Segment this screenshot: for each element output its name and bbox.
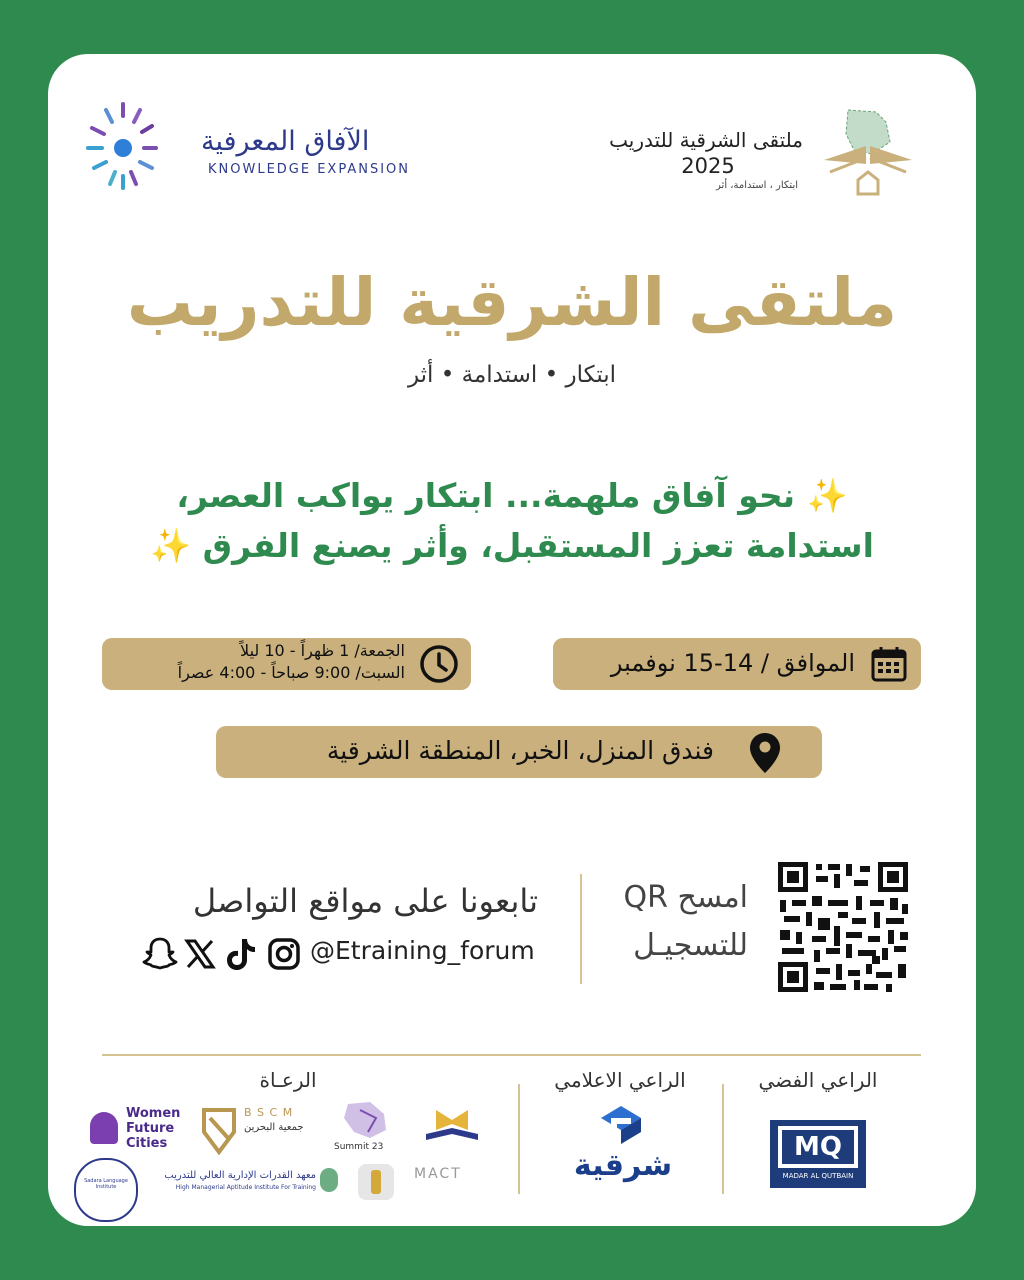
time-friday: الجمعة/ 1 ظهراً - 10 ليلاً [240, 641, 405, 660]
social-handle[interactable]: @Etraining_forum [310, 936, 535, 965]
media-sponsor-heading: الراعي الاعلامي [554, 1068, 686, 1092]
forum-logo-tagline: ابتكار ، استدامة، أثر [716, 180, 798, 191]
sponsor-separator [722, 1084, 724, 1194]
madar-al-qutbain-logo: MQ MADAR AL QUTBAIN [770, 1120, 866, 1188]
qr-scan-label: امسح QR [623, 880, 748, 915]
qr-register-label: للتسجيـل [633, 928, 748, 963]
sparkle-icon: ✨ [150, 526, 192, 565]
summit-text: Summit 23 [334, 1142, 384, 1152]
noor-institute-logo-icon [422, 1104, 482, 1144]
mact-text: MACT [414, 1166, 462, 1182]
location-pill [216, 726, 822, 778]
main-title: ملتقى الشرقية للتدريب [126, 264, 898, 341]
sponsor-separator [518, 1084, 520, 1194]
tiktok-icon[interactable] [224, 936, 258, 972]
snapchat-icon[interactable] [142, 935, 178, 971]
location-pin-icon [748, 731, 782, 775]
summit-logo [330, 1100, 400, 1158]
wfc-line-1: Women [126, 1106, 181, 1121]
sharqiya-tv-logo-icon [593, 1104, 649, 1148]
knowledge-expansion-en: KNOWLEDGE EXPANSION [208, 162, 411, 177]
qr-code[interactable] [776, 860, 910, 994]
wfc-line-3: Cities [126, 1136, 168, 1151]
instagram-icon[interactable] [267, 937, 301, 971]
forum-logo-year: 2025 [681, 154, 735, 178]
madar-logo-text: MADAR AL QUTBAIN [782, 1172, 854, 1180]
date-pill [553, 638, 921, 690]
summit-map-icon [340, 1100, 390, 1140]
sparkle-icon: ✨ [806, 476, 848, 515]
knowledge-expansion-ar: الآفاق المعرفية [201, 126, 370, 157]
time-pill [102, 638, 471, 690]
high-managerial-emblem-icon [320, 1168, 338, 1192]
women-future-cities-logo [90, 1106, 190, 1156]
sadara-logo [74, 1158, 138, 1222]
motto-line-1-text: نحو آفاق ملهمة... ابتكار يواكب العصر، [176, 476, 796, 515]
mact-emblem-icon [358, 1164, 394, 1200]
high-managerial-ar: معهد القدرات الإدارية العالي للتدريب [164, 1170, 316, 1181]
sponsors-heading: الرعـاة [259, 1068, 317, 1092]
motto-line-1 [108, 476, 916, 516]
bscm-emblem-icon [200, 1106, 238, 1156]
time-saturday: السبت/ 9:00 صباحاً - 4:00 عصراً [177, 663, 405, 682]
vertical-divider [580, 874, 582, 984]
mact-logo [358, 1164, 494, 1200]
high-managerial-en: High Managerial Aptitude Institute For Training [175, 1184, 316, 1191]
x-icon[interactable] [184, 938, 216, 970]
follow-us-text: تابعونا على مواقع التواصل [192, 882, 538, 920]
motto-line-2 [108, 526, 916, 566]
sadara-text: Sadara Language Institute [84, 1178, 128, 1190]
location-text: فندق المنزل، الخبر، المنطقة الشرقية [326, 736, 714, 765]
motto-line-2-text: استدامة تعزز المستقبل، وأثر يصنع الفرق [202, 526, 874, 565]
clock-icon [419, 644, 459, 684]
date-text: الموافق / 14-15 نوفمبر [610, 649, 855, 677]
sponsors-divider [102, 1054, 921, 1056]
bscm-text: B S C M [244, 1106, 294, 1119]
sharqiya-logo-text: شرقية [573, 1148, 673, 1183]
knowledge-expansion-logo-icon [82, 96, 164, 192]
bscm-ar: جمعية البحرين [244, 1122, 304, 1133]
subtitle-tags: ابتكار • استدامة • أثر [407, 362, 617, 388]
poster-card [48, 54, 976, 1226]
forum-emblem-icon [820, 106, 916, 198]
bscm-logo [200, 1106, 310, 1160]
calendar-icon [869, 644, 909, 684]
wfc-line-2: Future [126, 1121, 175, 1136]
forum-logo-title: ملتقى الشرقية للتدريب [609, 128, 803, 152]
silver-sponsor-heading: الراعي الفضي [758, 1068, 878, 1092]
